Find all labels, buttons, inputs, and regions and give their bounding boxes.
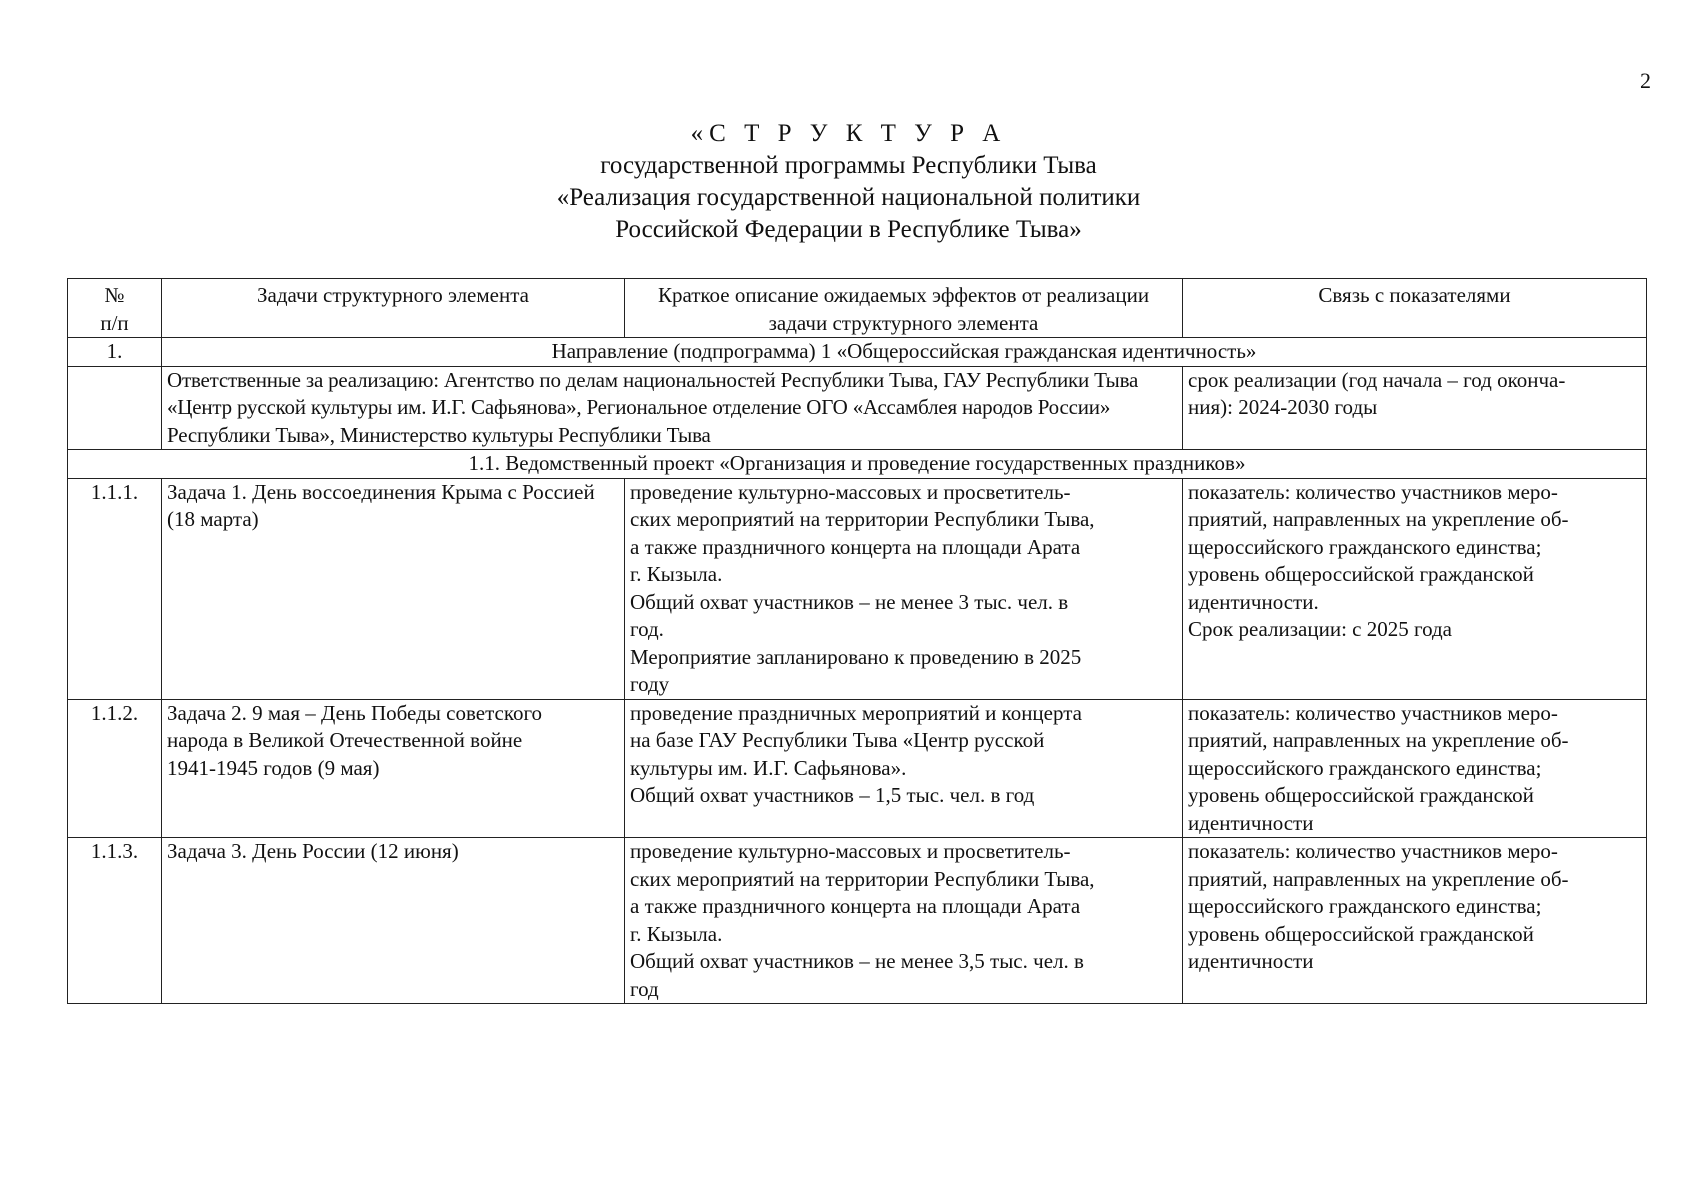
header-task: Задачи структурного элемента [162, 279, 625, 338]
header-num: № п/п [68, 279, 162, 338]
table-row [68, 838, 1647, 1004]
direction-row [68, 338, 1647, 367]
row-task: Задача 2. 9 мая – День Победы советского народа в Великой Отечественной войне 1941-1945 годов (9 мая) [162, 699, 625, 838]
row-effect: проведение культурно-массовых и просветитель- ских мероприятий на территории Республики Тыва, а также праздничного концерта на площади Арата г. Кызыла. Общий охват участников – не менее 3 тыс. чел. в год. Мероприятие запланировано к проведению в 2025 году [625, 478, 1183, 699]
title-line-program-name: «Реализация государственной национальной политики [556, 184, 1141, 211]
title-line-program: государственной программы Республики Тыва [600, 152, 1097, 179]
row-link: показатель: количество участников меро- приятий, направленных на укрепление об- щероссийского гражданского единства; уровень общероссийской гражданской идентичности [1183, 838, 1647, 1004]
row-link: показатель: количество участников меро- приятий, направленных на укрепление об- щероссийского гражданского единства; уровень общероссийской гражданской идентичности [1183, 699, 1647, 838]
responsible-term: срок реализации (год начала – год оконча- ния): 2024-2030 годы [1183, 366, 1647, 450]
header-effect: Краткое описание ожидаемых эффектов от реализации задачи структурного элемента [625, 279, 1183, 338]
responsible-row [68, 366, 1647, 450]
row-effect: проведение культурно-массовых и просветитель- ских мероприятий на территории Республики Тыва, а также праздничного концерта на площади Арата г. Кызыла. Общий охват участников – не менее 3,5 тыс. чел. в год [625, 838, 1183, 1004]
responsible-num-empty [68, 366, 162, 450]
row-effect: проведение праздничных мероприятий и концерта на базе ГАУ Республики Тыва «Центр русской культуры им. И.Г. Сафьянова». Общий охват участников – 1,5 тыс. чел. в год [625, 699, 1183, 838]
document-title [0, 118, 1697, 246]
table-row [68, 478, 1647, 699]
row-num: 1.1.3. [68, 838, 162, 1004]
row-link: показатель: количество участников меро- приятий, направленных на укрепление об- щероссийского гражданского единства; уровень общероссийской гражданской идентичности. Срок реализации: с 2025 года [1183, 478, 1647, 699]
table-header-row [68, 279, 1647, 338]
direction-num: 1. [68, 338, 162, 367]
row-num: 1.1.2. [68, 699, 162, 838]
direction-title: Направление (подпрограмма) 1 «Общероссийская гражданская идентичность» [162, 338, 1647, 367]
project-title: 1.1. Ведомственный проект «Организация и проведение государственных праздников» [68, 450, 1647, 479]
responsible-text: Ответственные за реализацию: Агентство по делам национальностей Республики Тыва, ГАУ Республики Тыва «Центр русской культуры им. И.Г. Сафьянова», Региональное отделение ОГО «Ассамблея народов России» Республики Тыва», Министерство культуры Республики Тыва [162, 366, 1183, 450]
row-task: Задача 3. День России (12 июня) [162, 838, 625, 1004]
page-number: 2 [1640, 68, 1651, 93]
structure-table [67, 278, 1647, 1004]
title-line-structure: «С Т Р У К Т У Р А [690, 120, 1007, 147]
row-num: 1.1.1. [68, 478, 162, 699]
table-row [68, 699, 1647, 838]
header-link: Связь с показателями [1183, 279, 1647, 338]
project-row [68, 450, 1647, 479]
title-line-federation: Российской Федерации в Республике Тыва» [615, 216, 1082, 243]
row-task: Задача 1. День воссоединения Крыма с Россией (18 марта) [162, 478, 625, 699]
